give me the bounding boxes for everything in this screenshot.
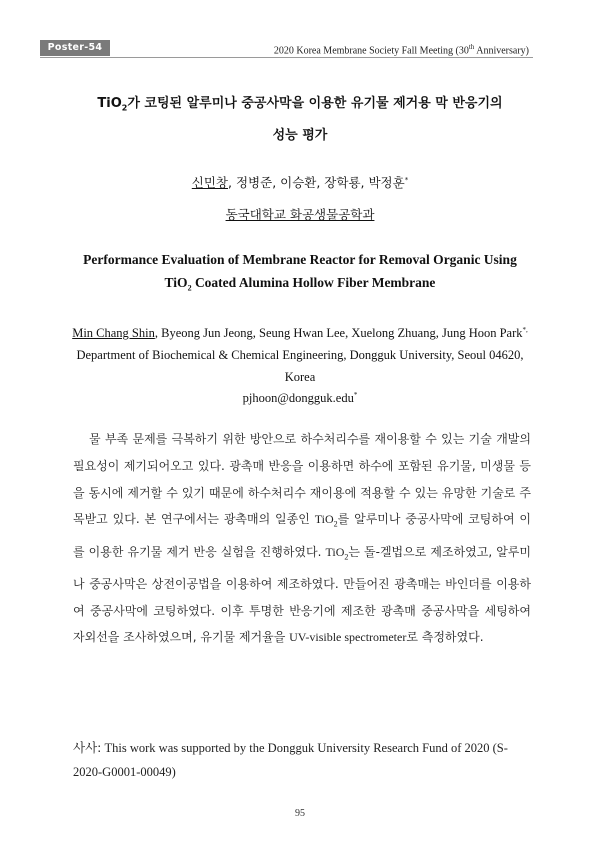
korean-authors: 신민창, 정병준, 이승환, 장학룡, 박정훈* <box>191 175 409 190</box>
acknowledgement: 사사: This work was supported by the Dongguk University Research Fund of 2020 (S-2020-G0001-00049) <box>73 740 508 779</box>
korean-affiliation: 동국대학교 화공생물공학과 <box>225 207 375 222</box>
english-affiliation-line-1: Department of Biochemical & Chemical Engineering, Dongguk University, Seoul 04620, <box>76 348 524 362</box>
conference-header: 2020 Korea Membrane Society Fall Meeting (30th Anniversary) <box>273 43 529 57</box>
korean-title-line-2: 성능 평가 <box>272 128 328 143</box>
presenting-author-ko: 신민창 <box>191 175 229 190</box>
english-title-line-1: Performance Evaluation of Membrane Reactor for Removal Organic Using <box>83 252 517 267</box>
header-divider <box>40 57 533 58</box>
page-number: 95 <box>295 808 305 819</box>
korean-title-line-1: TiO$_2$가 코팅된 알루미나 중공사막을 이용한 유기물 제거용 막 반응기의 <box>97 96 503 113</box>
poster-badge: Poster-54 <box>40 40 110 56</box>
abstract-body: 물 부족 문제를 극복하기 위한 방안으로 하수처리수를 재이용할 수 있는 기술 개발의 필요성이 제기되어오고 있다. 광촉매 반응을 이용하면 하수에 포함된 유기물, 미생물 등을 동시에 제거할 수 있기 때문에 하수처리수 재이용에 적용할 수 있는 유망한 기술로 주목받고 있다. 본 연구에서는 광촉매의 일종인 TiO$_2$를 알루미나 중공사막에 코팅하여 이를 이용한 유기물 제거 반응 실험을 진행하였다. TiO$_2$는 돌-겔법으로 제조하였고, 알루미나 중공사막은 상전이공법을 이용하여 제조하였다. 만들어진 광촉매는 바인더를 이용하여 중공사막에 코팅하였다. 이후 투명한 반응기에 제조한 광촉매 중공사막을 세팅하여 자외선을 조사하였으며, 유기물 제거율을 UV-visible spectrometer로 측정하였다. <box>73 432 532 645</box>
presenting-author-en: Min Chang Shin <box>72 326 155 341</box>
english-authors: Min Chang Shin, Byeong Jun Jeong, Seung Hwan Lee, Xuelong Zhuang, Jung Hoon Park*, <box>72 326 528 341</box>
english-affiliation-line-2: Korea <box>284 370 316 384</box>
contact-email[interactable]: pjhoon@dongguk.edu* <box>242 391 358 406</box>
english-title-line-2: TiO$_2$ Coated Alumina Hollow Fiber Membrane <box>164 275 436 293</box>
